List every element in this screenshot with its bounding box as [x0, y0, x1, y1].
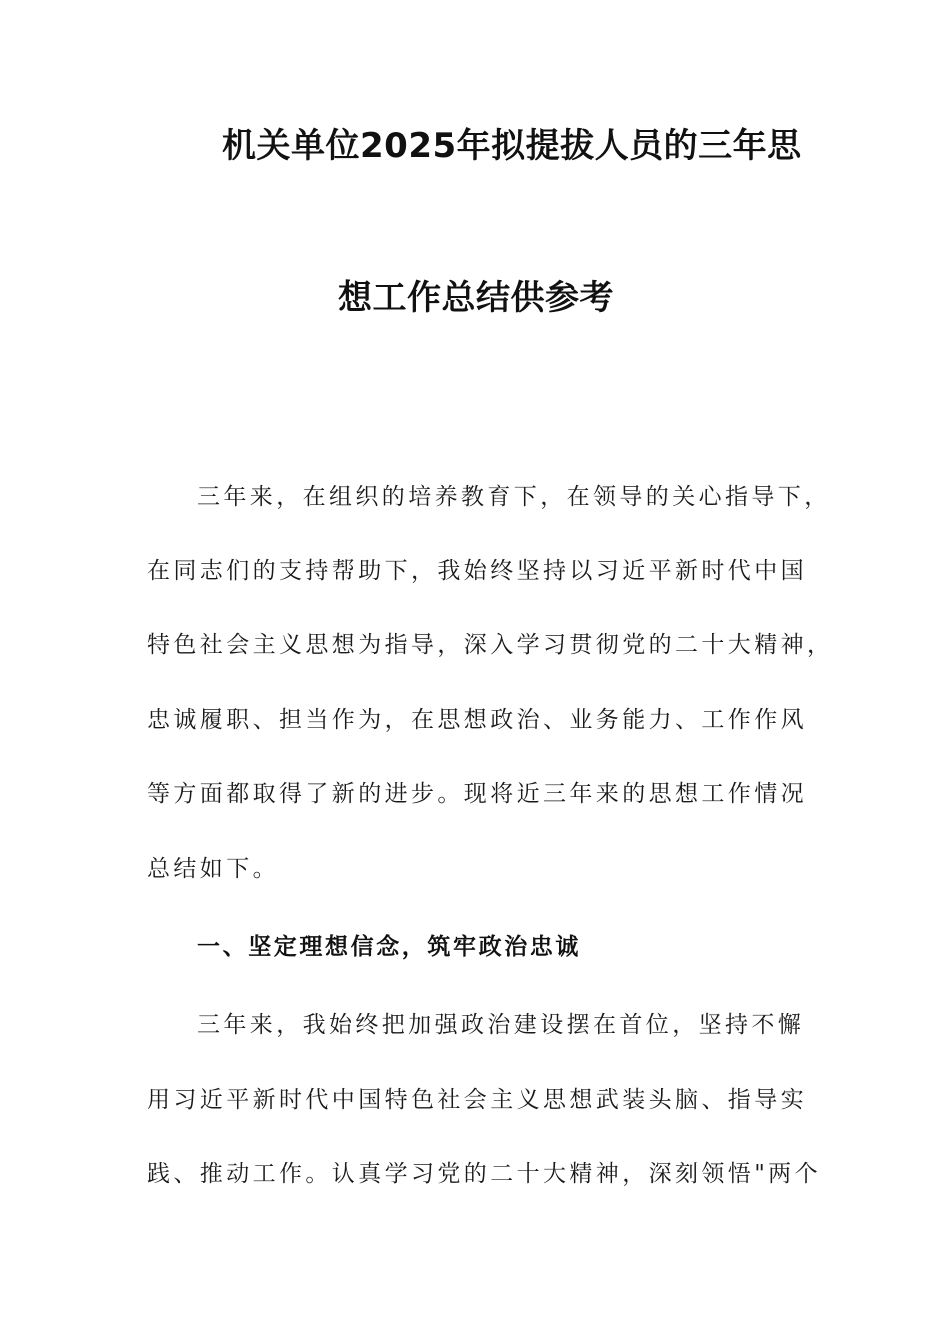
- intro-paragraph-line: 等方面都取得了新的进步。现将近三年来的思想工作情况: [147, 781, 807, 807]
- document-title-line-1: 机关单位2025年拟提拔人员的三年思: [222, 126, 802, 166]
- section-1-paragraph-line: 三年来，我始终把加强政治建设摆在首位，坚持不懈: [197, 1012, 805, 1038]
- document-title-line-2: 想工作总结供参考: [338, 278, 614, 318]
- intro-paragraph-line: 三年来，在组织的培养教育下，在领导的关心指导下，: [197, 484, 831, 510]
- intro-paragraph-line: 特色社会主义思想为指导，深入学习贯彻党的二十大精神，: [147, 632, 834, 658]
- section-1-heading: 一、坚定理想信念，筑牢政治忠诚: [197, 934, 581, 960]
- section-1-paragraph-line: 用习近平新时代中国特色社会主义思想武装头脑、指导实: [147, 1087, 807, 1113]
- intro-paragraph-line: 忠诚履职、担当作为，在思想政治、业务能力、工作作风: [147, 707, 807, 733]
- intro-paragraph-line: 在同志们的支持帮助下，我始终坚持以习近平新时代中国: [147, 558, 807, 584]
- section-1-paragraph-line: 践、推动工作。认真学习党的二十大精神，深刻领悟"两个: [147, 1161, 821, 1187]
- intro-paragraph-line: 总结如下。: [147, 856, 279, 882]
